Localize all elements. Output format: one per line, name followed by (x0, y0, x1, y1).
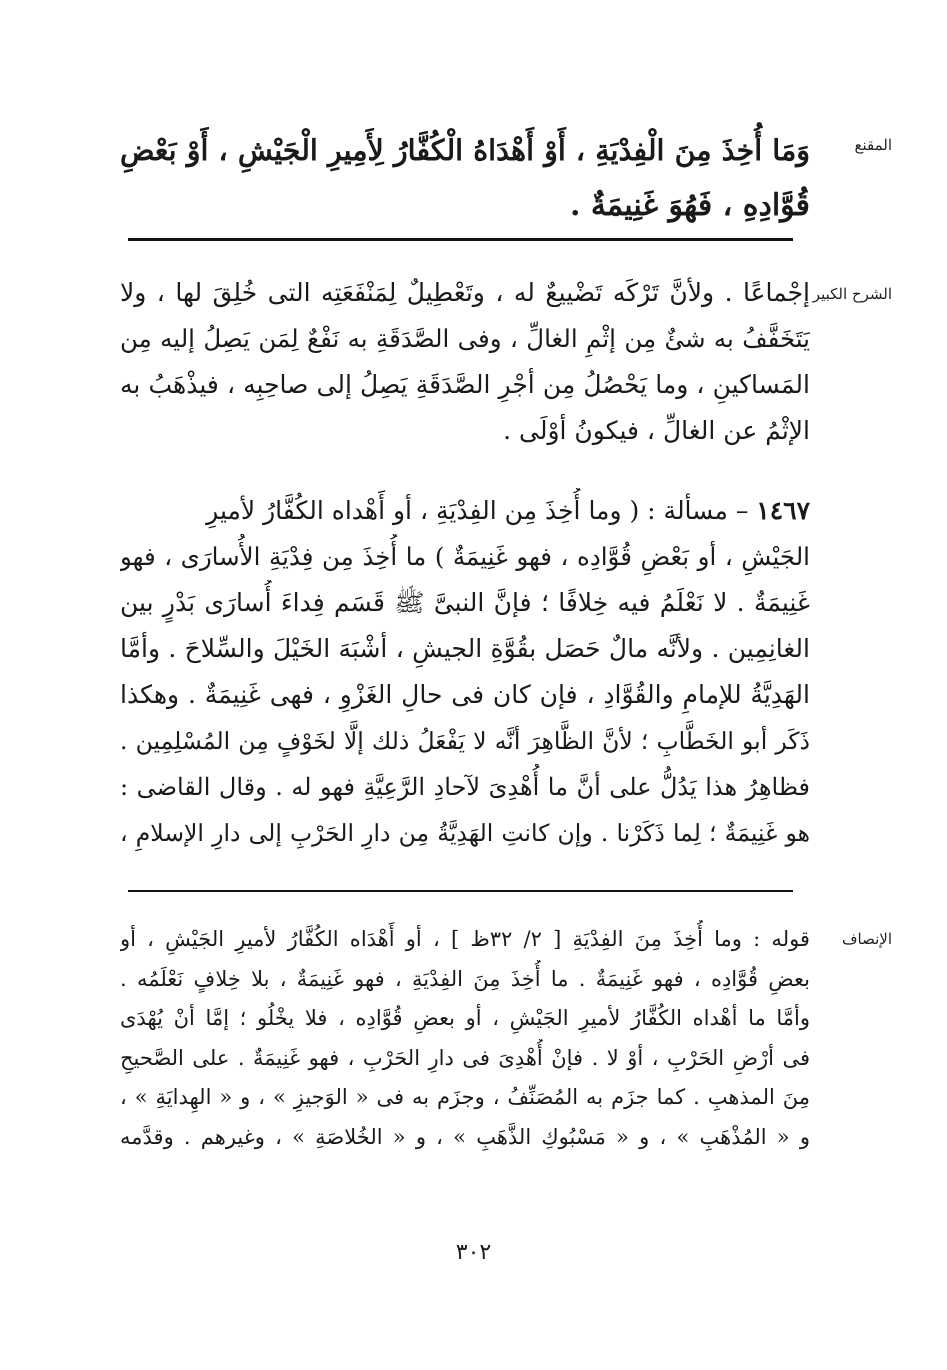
insaf-line-5: مِنَ المذهبِ . كما جزَم به المُصَنِّفُ ، وجزَم به فى « الوَجيزِ » ، و « الهِدايَةِ » ، (120, 1085, 810, 1109)
insaf-line-3: وأمَّا ما أهْداه الكُفَّارُ لأميرِ الجَيْشِ ، أو بعضِ قُوَّادِه ، فلا يخْلُو ؛ إمَّا أنْ يُهْدَى (120, 1006, 810, 1030)
issue-number: ١٤٦٧ (756, 496, 810, 525)
sharh-line-4: الإثْمُ عن الغالِّ ، فيكونُ أوْلَى . (503, 416, 810, 445)
issue-text (120, 488, 810, 856)
muqni-line-2: قُوَّادِهِ ، فَهُوَ غَنِيمَةٌ . (569, 188, 810, 223)
issue-line-7: فظاهِرُ هذا يَدُلُّ على أنَّ ما أُهْدِىَ لآحادِ الرَّعِيَّةِ فهو له . وقال القاضى : (120, 773, 810, 801)
issue-line-2: الجَيْشِ ، أو بَعْضِ قُوَّادِه ، فهو غَنِيمَةٌ ) ما أُخِذَ مِن فِدْيَةِ الأُسارَى ، فهو (120, 542, 810, 571)
issue-line-6: ذَكَر أبو الخَطَّابِ ؛ لأنَّ الظَّاهِرَ أنَّه لا يَفْعَلُ ذلك إلَّا لخَوْفٍ مِن المُسْلِمِين . (120, 727, 810, 755)
insaf-label: الإنصاف (841, 930, 892, 948)
insaf-text (120, 920, 810, 1157)
insaf-line-2: بعضِ قُوَّادِه ، فهو غَنِيمَةٌ . ما أُخِذَ مِنَ الفِدْيَةِ ، فهو غَنِيمَةٌ ، بلا خِلافٍ نَعْلَمُه . (120, 966, 810, 991)
section-divider-thick (128, 238, 793, 241)
insaf-line-6: و « المُذْهَبِ » ، و « مَسْبُوكِ الذَّهَبِ » ، و « الخُلاصَةِ » ، وغيرهم . وقدَّمه (120, 1124, 810, 1149)
muqni-text (120, 122, 810, 234)
page-number: ٣٠٢ (455, 1240, 492, 1265)
muqni-line-1: وَمَا أُخِذَ مِنَ الْفِدْيَةِ ، أَوْ أَهْدَاهُ الْكُفَّارُ لِأَمِيرِ الْجَيْشِ ، أَوْ بَعْضِ (120, 133, 810, 167)
sharh-text (120, 270, 810, 454)
issue-line-8: هو غَنِيمَةٌ ؛ لِما ذَكَرْنا . وإن كانتِ الهَدِيَّةُ مِن دارِ الحَرْبِ إلى دارِ الإسلامِ ، (120, 819, 810, 847)
sharh-line-3: المَساكينِ ، وما يَحْصُلُ مِن أجْرِ الصَّدَقَةِ يَصِلُ إلى صاحِبِه ، فيذْهَبُ به (120, 370, 810, 399)
issue-line-5: الهَدِيَّةُ للإمامِ والقُوَّادِ ، فإن كان فى حالِ الغَزْوِ ، فهى غَنِيمَةٌ . وهكذا (120, 680, 810, 709)
insaf-line-1: قوله : وما أُخِذَ مِنَ الفِدْيَةِ [ ٢/ ٣٢ظ ] ، أو أَهْدَاه الكُفَّارُ لأميرِ الجَيْشِ ، أو (120, 927, 810, 951)
sharh-line-2: يَتَخَفَّفُ به شئٌ مِن إثْمِ الغالِّ ، وفى الصَّدَقَةِ به نَفْعٌ لِمَن يَصِلُ إليه مِن (120, 324, 810, 353)
insaf-line-4: فى أرْضِ الحَرْبِ ، أوْ لا . فإنْ أُهْدِىَ فى دارِ الحَرْبِ ، فهو غَنِيمَةٌ . على الصَّحيحِ (120, 1045, 810, 1070)
section-divider-thin (128, 890, 793, 892)
issue-line-1 (120, 488, 810, 534)
issue-line-4: الغانِمِين . ولأنَّه مالٌ حَصَل بقُوَّةِ الجيشِ ، أشْبَهَ الخَيْلَ والسِّلاحَ . وأمَّا (120, 634, 810, 663)
issue-line-3: غَنِيمَةٌ . لا نَعْلَمُ فيه خِلافًا ؛ فإنَّ النبىَّ ﷺ قَسَم فِداءَ أُسارَى بَدْرٍ بين (120, 588, 810, 617)
sharh-line-1: إجْماعًا . ولأنَّ تَرْكَه تَضْييعٌ له ، وتَعْطِيلٌ لِمَنْفَعَتِه التى خُلِقَ لها ، ولا (120, 278, 810, 307)
sharh-label: الشرح الكبير (812, 285, 892, 303)
muqni-label: المقنع (854, 136, 892, 154)
issue-line-1-text: – مسألة : ( وما أُخِذَ مِن الفِدْيَةِ ، أو أَهْداه الكُفَّارُ لأميرِ (206, 496, 749, 525)
